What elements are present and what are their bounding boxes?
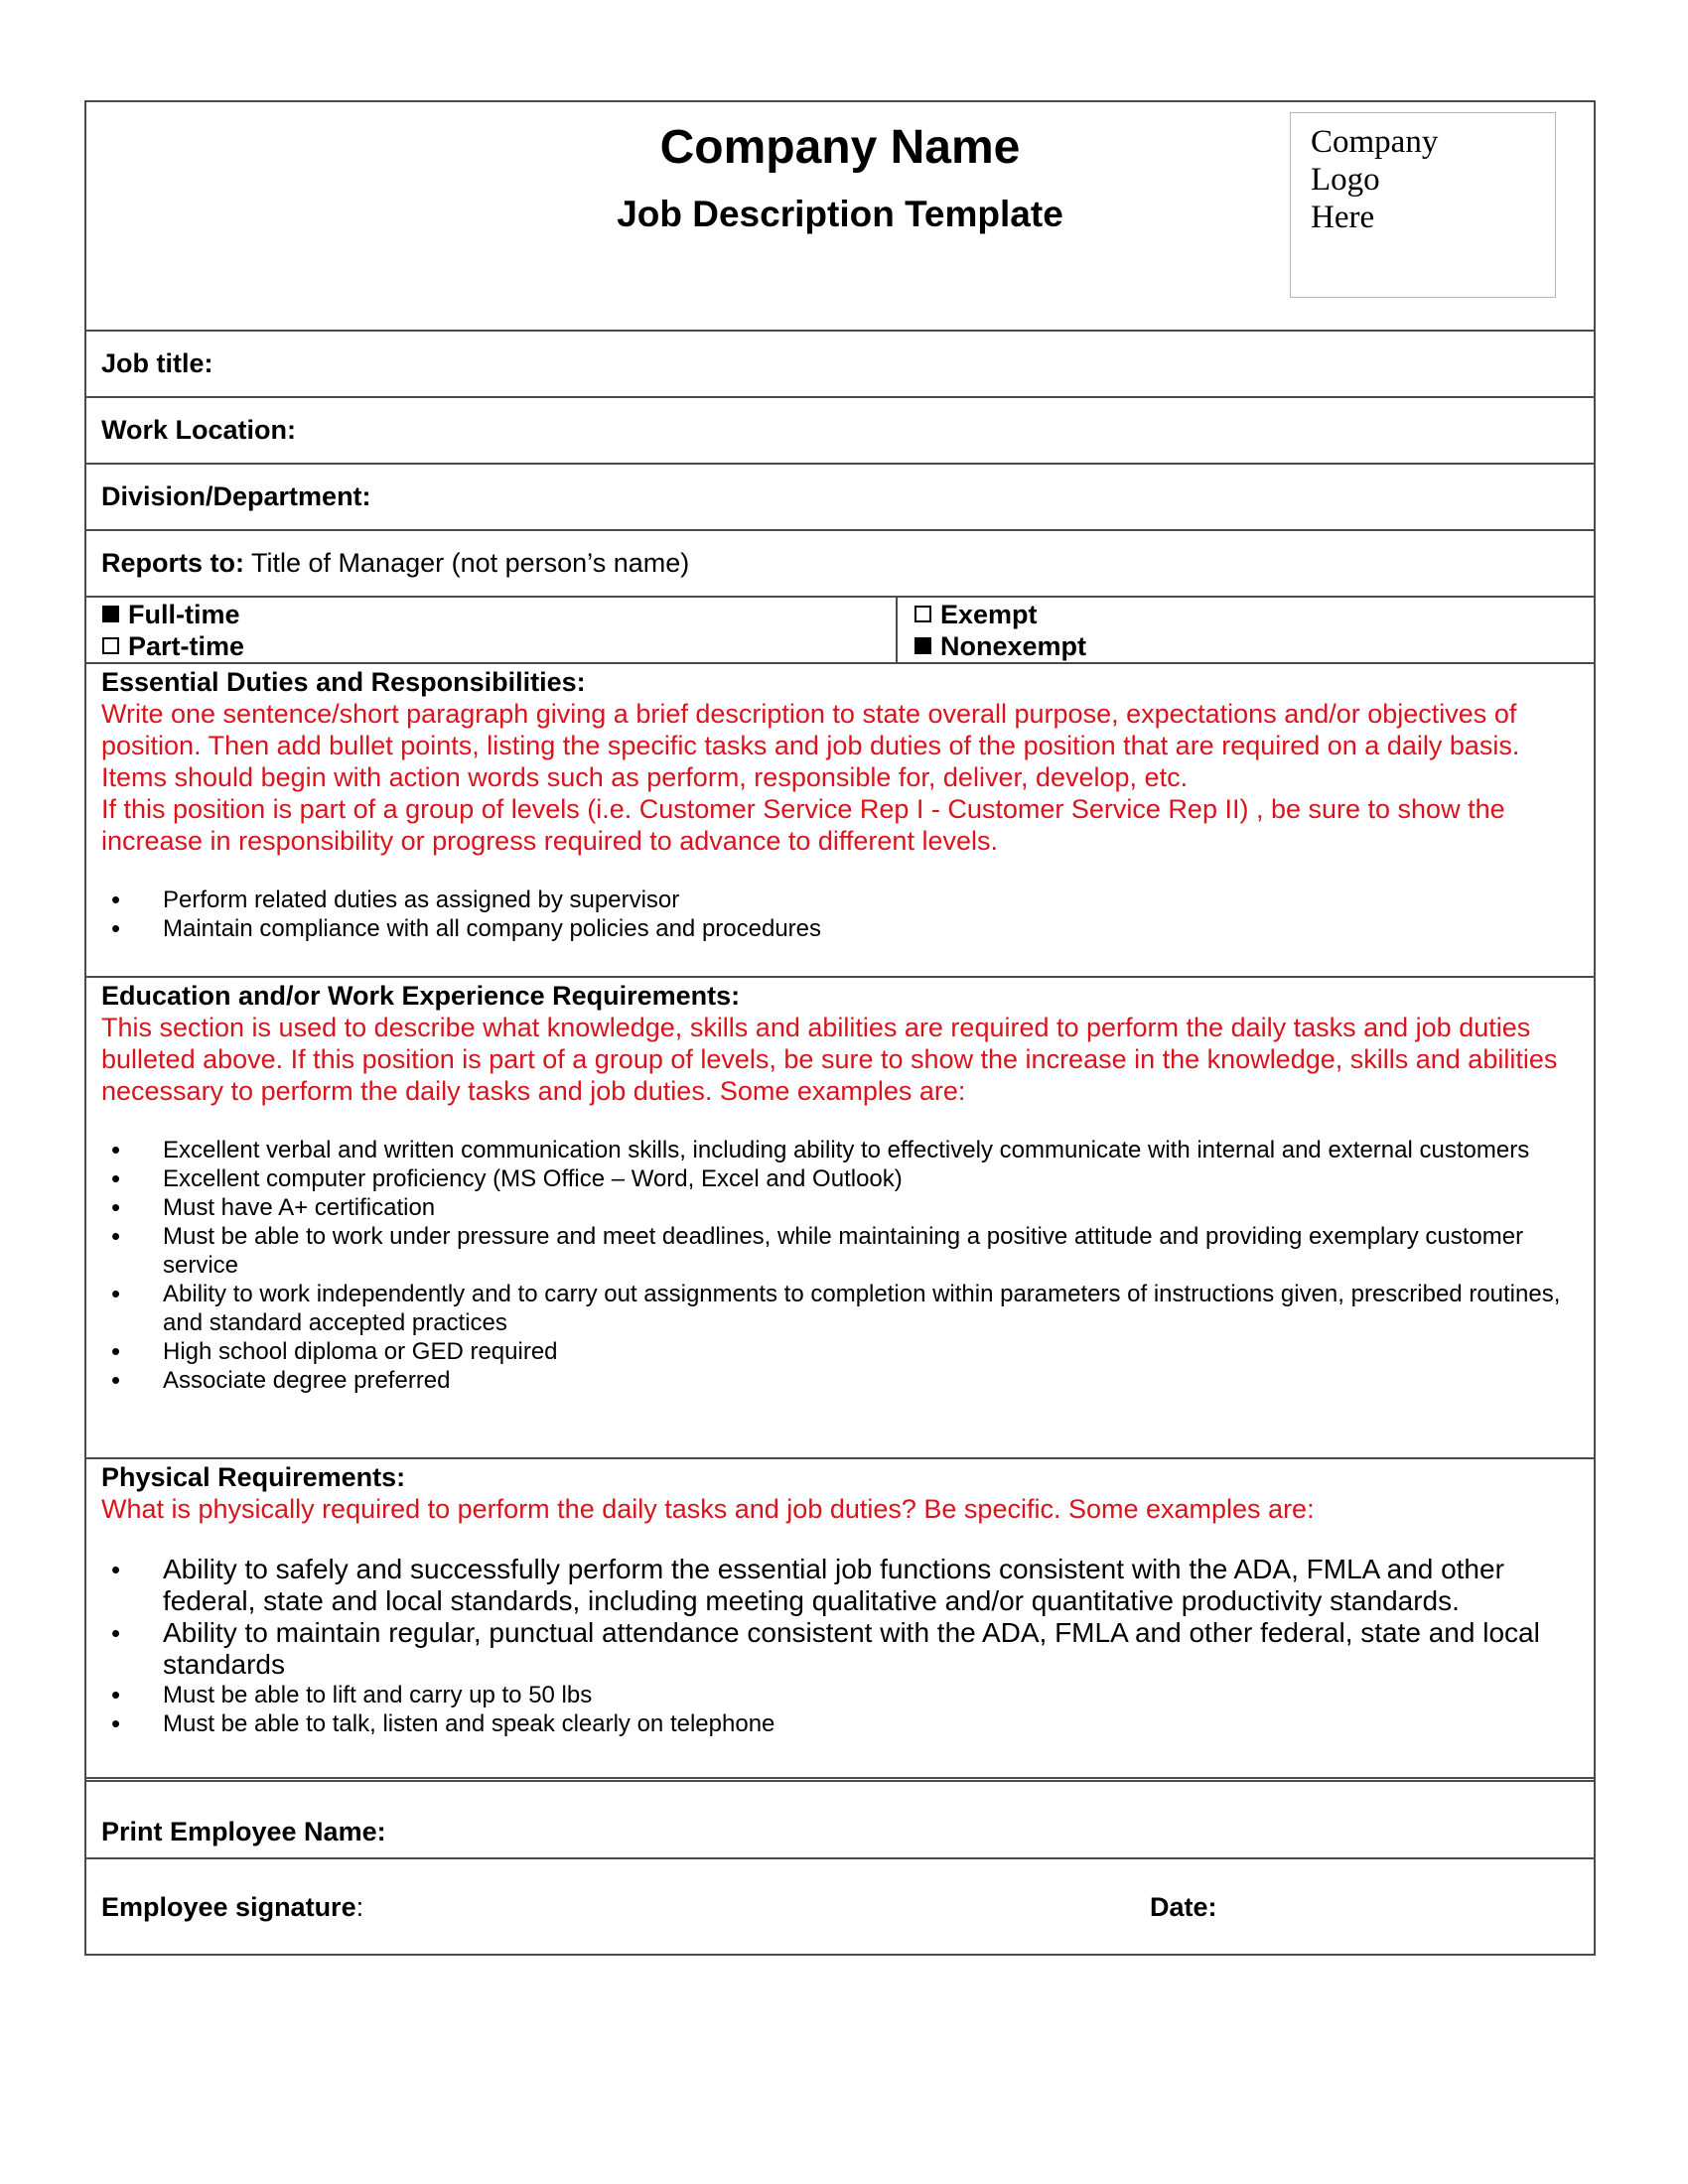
list-item: • Excellent verbal and written communication skills, including ability to effectively communicate with internal and external customers — [101, 1136, 1579, 1164]
job-title-field[interactable] — [86, 332, 1594, 398]
duties-instruction: Write one sentence/short paragraph giving a brief description to state overall purpose, expectations and/or objectives of position. Then add bullet points, listing the specific tasks and job duties of the position that are required on a daily basis. Items should begin with action words such as perform, responsible for, deliver, develop, etc. — [101, 699, 1520, 792]
company-logo-placeholder — [1290, 112, 1556, 298]
physical-instruction: What is physically required to perform the daily tasks and job duties? Be specific. Some examples are: — [101, 1494, 1315, 1524]
checkbox-checked-icon[interactable] — [914, 637, 931, 654]
physical-bullet-list — [101, 1681, 1579, 1738]
signature-label: Employee signature — [101, 1892, 356, 1922]
print-name-label: Print Employee Name: — [101, 1817, 386, 1846]
physical-heading: Physical Requirements: — [101, 1462, 406, 1492]
full-time-label: Full-time — [128, 600, 240, 629]
list-item: • Must be able to talk, listen and speak clearly on telephone — [101, 1709, 1579, 1738]
print-name-field[interactable] — [86, 1782, 1594, 1859]
part-time-option[interactable] — [102, 630, 896, 662]
education-instruction: This section is used to describe what knowledge, skills and abilities are required to perform the daily tasks and job duties bulleted above. If this position is part of a group of levels, be sure to show the increase in the knowledge, skills and abilities necessary to perform the daily tasks and job duties. Some examples are: — [101, 1013, 1558, 1106]
education-section — [86, 978, 1594, 1459]
list-item: • Ability to safely and successfully perform the essential job functions consistent with the ADA, FMLA and other federal, state and local standards, including meeting qualitative and/or quantitative productivity standards. — [101, 1554, 1579, 1617]
job-description-form — [84, 100, 1596, 1956]
physical-section — [86, 1459, 1594, 1782]
education-heading: Education and/or Work Experience Requirements: — [101, 981, 741, 1011]
duties-bullet-list — [101, 886, 1579, 943]
company-name: Company Name — [659, 121, 1021, 174]
list-item: • High school diploma or GED required — [101, 1337, 1579, 1366]
logo-line: Here — [1311, 200, 1375, 235]
exemption-group — [898, 598, 1594, 662]
list-item: • Excellent computer proficiency (MS Office – Word, Excel and Outlook) — [101, 1164, 1579, 1193]
reports-to-label: Reports to: — [101, 548, 244, 578]
reports-to-field[interactable] — [86, 531, 1594, 598]
exempt-option[interactable] — [914, 599, 1594, 630]
list-item: • Must be able to lift and carry up to 50 lbs — [101, 1681, 1579, 1709]
list-item: • Ability to maintain regular, punctual attendance consistent with the ADA, FMLA and other federal, state and local standards — [101, 1617, 1579, 1681]
signature-row — [86, 1859, 1594, 1954]
part-time-label: Part-time — [128, 631, 245, 661]
work-location-field[interactable] — [86, 398, 1594, 465]
checkbox-empty-icon[interactable] — [914, 606, 931, 622]
physical-bullet-list-large — [101, 1554, 1579, 1681]
nonexempt-option[interactable] — [914, 630, 1594, 662]
education-bullet-list — [101, 1136, 1579, 1395]
division-label: Division/Department: — [101, 481, 371, 511]
template-title: Job Description Template — [617, 194, 1063, 234]
nonexempt-label: Nonexempt — [940, 631, 1087, 661]
checkbox-empty-icon[interactable] — [102, 637, 119, 654]
list-item: • Must be able to work under pressure and meet deadlines, while maintaining a positive attitude and providing exemplary customer service — [101, 1222, 1579, 1280]
logo-line: Logo — [1311, 162, 1380, 198]
duties-heading: Essential Duties and Responsibilities: — [101, 667, 586, 697]
list-item: • Associate degree preferred — [101, 1366, 1579, 1395]
date-label: Date: — [1150, 1892, 1217, 1922]
signature-colon: : — [355, 1892, 364, 1922]
list-item: • Must have A+ certification — [101, 1193, 1579, 1222]
form-header — [86, 102, 1594, 332]
division-field[interactable] — [86, 465, 1594, 531]
duties-section — [86, 664, 1594, 978]
work-location-label: Work Location: — [101, 415, 297, 445]
list-item: • Ability to work independently and to carry out assignments to completion within parameters of instructions given, prescribed routines, and standard accepted practices — [101, 1280, 1579, 1337]
job-title-label: Job title: — [101, 348, 213, 378]
employment-status-row — [86, 598, 1594, 664]
exempt-label: Exempt — [940, 600, 1038, 629]
list-item: • Maintain compliance with all company policies and procedures — [101, 914, 1579, 943]
checkbox-checked-icon[interactable] — [102, 606, 119, 622]
date-field[interactable] — [1150, 1892, 1217, 1923]
employment-type-group — [86, 598, 898, 662]
full-time-option[interactable] — [102, 599, 896, 630]
signature-field[interactable] — [101, 1892, 363, 1923]
duties-instruction: If this position is part of a group of levels (i.e. Customer Service Rep I - Customer Service Rep II) , be sure to show the increase in responsibility or progress required to advance to different levels. — [101, 794, 1505, 856]
reports-to-value: Title of Manager (not person’s name) — [244, 548, 690, 578]
logo-line: Company — [1311, 124, 1439, 160]
list-item: • Perform related duties as assigned by supervisor — [101, 886, 1579, 914]
